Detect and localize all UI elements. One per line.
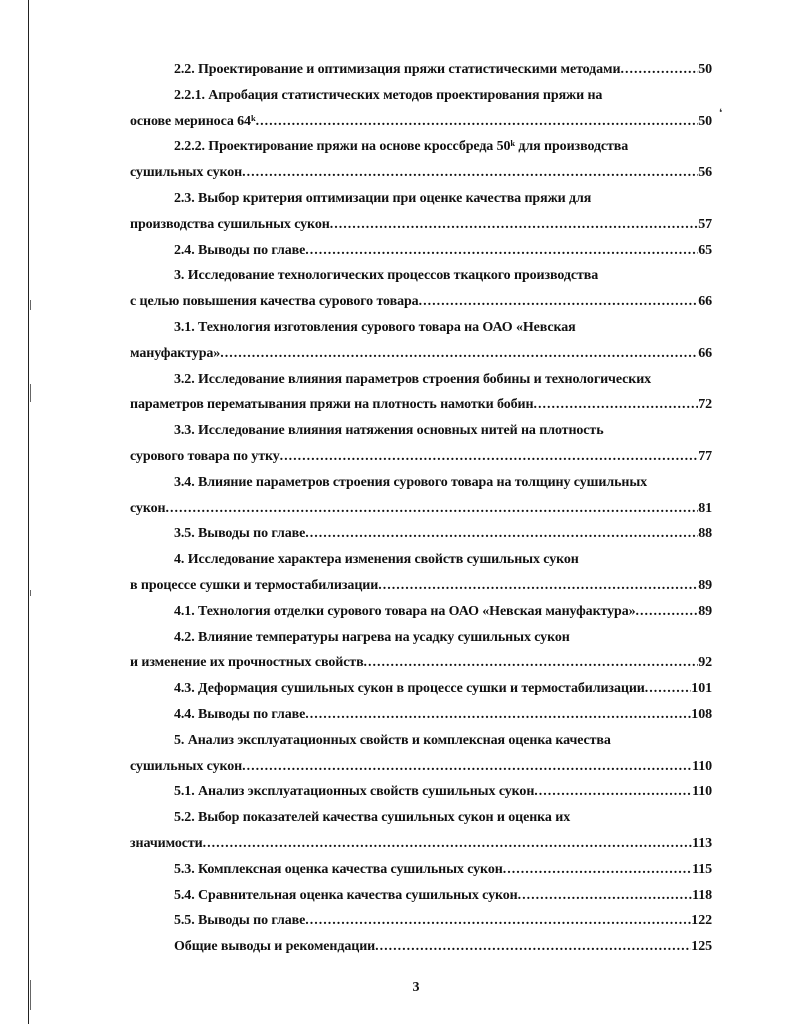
toc-entry[interactable]: 2.2. Проектирование и оптимизация пряжи статистическими методами ..... 50 [130, 62, 712, 88]
leader-dots [533, 397, 698, 413]
leader-dots [503, 862, 692, 878]
toc-entry[interactable]: 5.4. Сравнительная оценка качества сушильных сукон ..... 118 [130, 888, 712, 914]
toc-entry[interactable]: мануфактура» ..... 66 [130, 346, 712, 372]
toc-entry[interactable]: 5. Анализ эксплуатационных свойств и комплексная оценка качества [174, 732, 611, 748]
toc-entry[interactable]: 3.4. Влияние параметров строения сурового товара на толщину сушильных [174, 474, 648, 490]
toc-entry[interactable]: значимости ..... 113 [130, 836, 712, 862]
leader-dots [378, 578, 698, 594]
toc-entry[interactable]: основе мериноса 64ᵏ ..... 50 [130, 114, 712, 140]
toc-entry[interactable]: 2.4. Выводы по главе ..... 65 [130, 243, 712, 269]
scan-artifact [30, 384, 31, 402]
leader-dots [364, 655, 699, 671]
leader-dots [280, 449, 699, 465]
toc-entry[interactable]: сушильных сукон ..... 56 [130, 165, 712, 191]
leader-dots [636, 604, 699, 620]
toc-entry[interactable]: 5.5. Выводы по главе ..... 122 [130, 913, 712, 939]
scan-speck: ❛ [719, 108, 723, 119]
toc-entry[interactable]: 3. Исследование технологических процессов ткацкого производства [174, 268, 599, 284]
toc-entry[interactable]: 3.2. Исследование влияния параметров строения бобины и технологических [174, 371, 652, 387]
leader-dots [220, 346, 698, 362]
toc-entry[interactable]: и изменение их прочностных свойств ..... 92 [130, 655, 712, 681]
toc-entry[interactable]: 3.3. Исследование влияния натяжения основных нитей на плотность [174, 423, 604, 439]
toc-entry[interactable]: 4.4. Выводы по главе ..... 108 [130, 707, 712, 733]
toc-entry[interactable]: сукон ..... 81 [130, 501, 712, 527]
leader-dots [305, 913, 691, 929]
toc-entry[interactable]: 4.1. Технология отделки сурового товара на ОАО «Невская мануфактура» ..... 89 [130, 604, 712, 630]
toc-entry[interactable]: 5.3. Комплексная оценка качества сушильных сукон ..... 115 [130, 862, 712, 888]
toc-entry[interactable]: параметров перематывания пряжи на плотность намотки бобин ..... 72 [130, 397, 712, 423]
leader-dots [165, 501, 698, 517]
scan-artifact [30, 590, 31, 596]
leader-dots [305, 707, 691, 723]
page-left-border [28, 0, 29, 1024]
toc-entry[interactable]: 4.3. Деформация сушильных сукон в процессе сушки и термостабилизации ..... 101 [130, 681, 712, 707]
toc-entry[interactable]: 2.2.1. Апробация статистических методов проектирования пряжи на [174, 87, 603, 103]
toc-entry[interactable]: 2.3. Выбор критерия оптимизации при оценке качества пряжи для [174, 190, 592, 206]
leader-dots [518, 888, 692, 904]
leader-dots [242, 759, 692, 775]
toc-entry[interactable]: сурового товара по утку ..... 77 [130, 449, 712, 475]
toc-entry[interactable]: 5.2. Выбор показателей качества сушильных сукон и оценка их [174, 810, 571, 826]
toc-entry[interactable]: сушильных сукон ..... 110 [130, 759, 712, 785]
leader-dots [203, 836, 692, 852]
toc-entry[interactable]: 4.2. Влияние температуры нагрева на усадку сушильных сукон [174, 629, 570, 645]
leader-dots [620, 62, 698, 78]
leader-dots [305, 243, 698, 259]
toc-entry[interactable]: 4. Исследование характера изменения свойств сушильных сукон [174, 552, 579, 568]
toc-entry[interactable]: 3.5. Выводы по главе ..... 88 [130, 526, 712, 552]
toc-entry[interactable]: Общие выводы и рекомендации ..... 125 [130, 939, 712, 965]
toc-entry[interactable]: производства сушильных сукон ..... 57 [130, 217, 712, 243]
toc-entry[interactable]: 2.2.2. Проектирование пряжи на основе кроссбреда 50ᵏ для производства [174, 139, 629, 155]
toc-entry[interactable]: с целью повышения качества сурового товара ..... 66 [130, 294, 712, 320]
toc-entry[interactable]: в процессе сушки и термостабилизации ..... 89 [130, 578, 712, 604]
leader-dots [242, 165, 698, 181]
page-number: 3 [412, 980, 420, 995]
scan-artifact [30, 980, 31, 1010]
table-of-contents [130, 62, 712, 965]
toc-entry[interactable]: 5.1. Анализ эксплуатационных свойств сушильных сукон ..... 110 [130, 784, 712, 810]
leader-dots [645, 681, 692, 697]
leader-dots [330, 217, 698, 233]
leader-dots [534, 784, 692, 800]
leader-dots [305, 526, 698, 542]
leader-dots [375, 939, 691, 955]
leader-dots [419, 294, 699, 310]
leader-dots [256, 114, 699, 130]
toc-entry[interactable]: 3.1. Технология изготовления сурового товара на ОАО «Невская [174, 319, 576, 335]
scan-artifact [30, 300, 31, 310]
